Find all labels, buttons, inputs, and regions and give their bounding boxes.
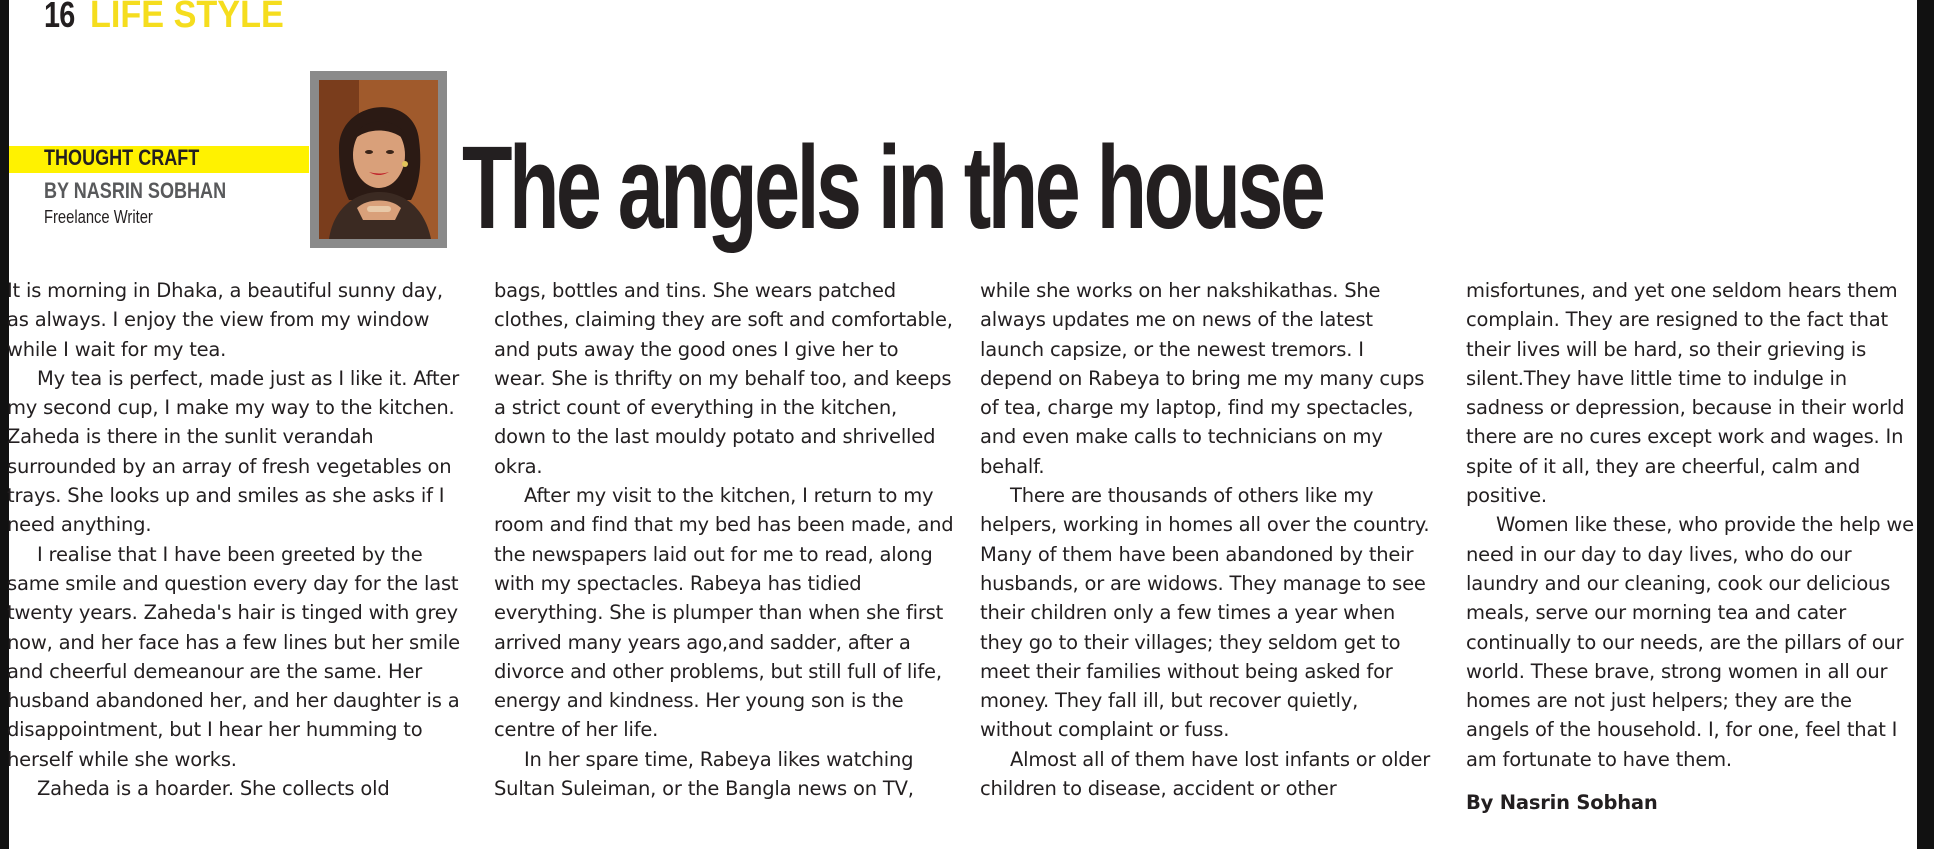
paragraph: My tea is perfect, made just as I like it. After my second cup, I make my way to the kitchen. Zaheda is there in the sunlit verandah surrounded by an array of fresh vegetables on trays. She looks up and smiles as she asks if I need anything. (7, 366, 460, 537)
paragraph: bags, bottles and tins. She wears patched clothes, claiming they are soft and comfortable, and puts away the good ones I give her to wear. She is thrifty on my behalf too, and keeps a strict count of everything in the kitchen, down to the last mouldy potato and shrivelled okra. (494, 279, 953, 478)
paragraph: After my visit to the kitchen, I return to my room and find that my bed has been made, and the newspapers laid out for me to read, along with my spectacles. Rabeya has tidied everything. She is plumper than when she first arrived many years ago,and sadder, after a divorce and other problems, but still full of life, energy and kindness. Her young son is the centre of her life. (494, 484, 954, 742)
paragraph: Almost all of them have lost infants or older children to disease, accident or other (980, 747, 1431, 801)
author-role: Freelance Writer (44, 207, 153, 227)
article-column-2 (494, 276, 954, 846)
article-column-1 (7, 276, 463, 846)
paragraph: Zaheda is a hoarder. She collects old (37, 777, 390, 801)
paragraph: while she works on her nakshikathas. She always updates me on news of the latest launch capsize, or the newest tremors. I depend on Rabeya to bring me my many cups of tea, charge my laptop, find my spectacles, and even make calls to technicians on my behalf. (980, 279, 1425, 478)
author-portrait-icon (319, 80, 438, 239)
author-photo (310, 71, 447, 248)
author-byline: BY NASRIN SOBHAN (44, 178, 227, 203)
page-edge-right (1917, 0, 1934, 849)
paragraph: Women like these, who provide the help we need in our day to day lives, who do our laundry and our cleaning, cook our delicious meals, serve our morning tea and cater continually to our needs, are the pillars of our world. These brave, strong women in all our homes are not just helpers; they are the angels of the household. I, for one, feel that I am fortunate to have them. (1466, 513, 1914, 771)
paragraph: It is morning in Dhaka, a beautiful sunny day, as always. I enjoy the view from my window while I wait for my tea. (7, 279, 443, 361)
article-column-4 (1466, 276, 1916, 846)
column-kicker: THOUGHT CRAFT (44, 145, 200, 170)
paragraph: misfortunes, and yet one seldom hears them complain. They are resigned to the fact that their lives will be hard, so their grieving is silent.They have little time to indulge in sadness or depression, because in their world there are no cures except work and wages. In spite of it all, they are cheerful, calm and positive. (1466, 279, 1905, 508)
paragraph: There are thousands of others like my helpers, working in homes all over the country. Many of them have been abandoned by their husbands, or are widows. They manage to see their children only a few times a year when they go to their villages; they seldom get to meet their families without being asked for money. They fall ill, but recover quietly, without complaint or fuss. (980, 484, 1430, 742)
page-number: 16 (44, 0, 75, 35)
section-name: LIFE STYLE (90, 0, 284, 36)
article-headline: The angels in the house (462, 122, 1323, 254)
article-column-3 (980, 276, 1435, 846)
article-signature: By Nasrin Sobhan (1466, 791, 1658, 815)
paragraph: In her spare time, Rabeya likes watching Sultan Suleiman, or the Bangla news on TV, (494, 747, 914, 801)
paragraph: I realise that I have been greeted by the same smile and question every day for the last twenty years. Zaheda's hair is tinged with grey now, and her face has a few lines but her smile and cheerful demeanour are the same. Her husband abandoned her, and her daughter is a disappointment, but I hear her humming to herself while she works. (7, 542, 460, 771)
